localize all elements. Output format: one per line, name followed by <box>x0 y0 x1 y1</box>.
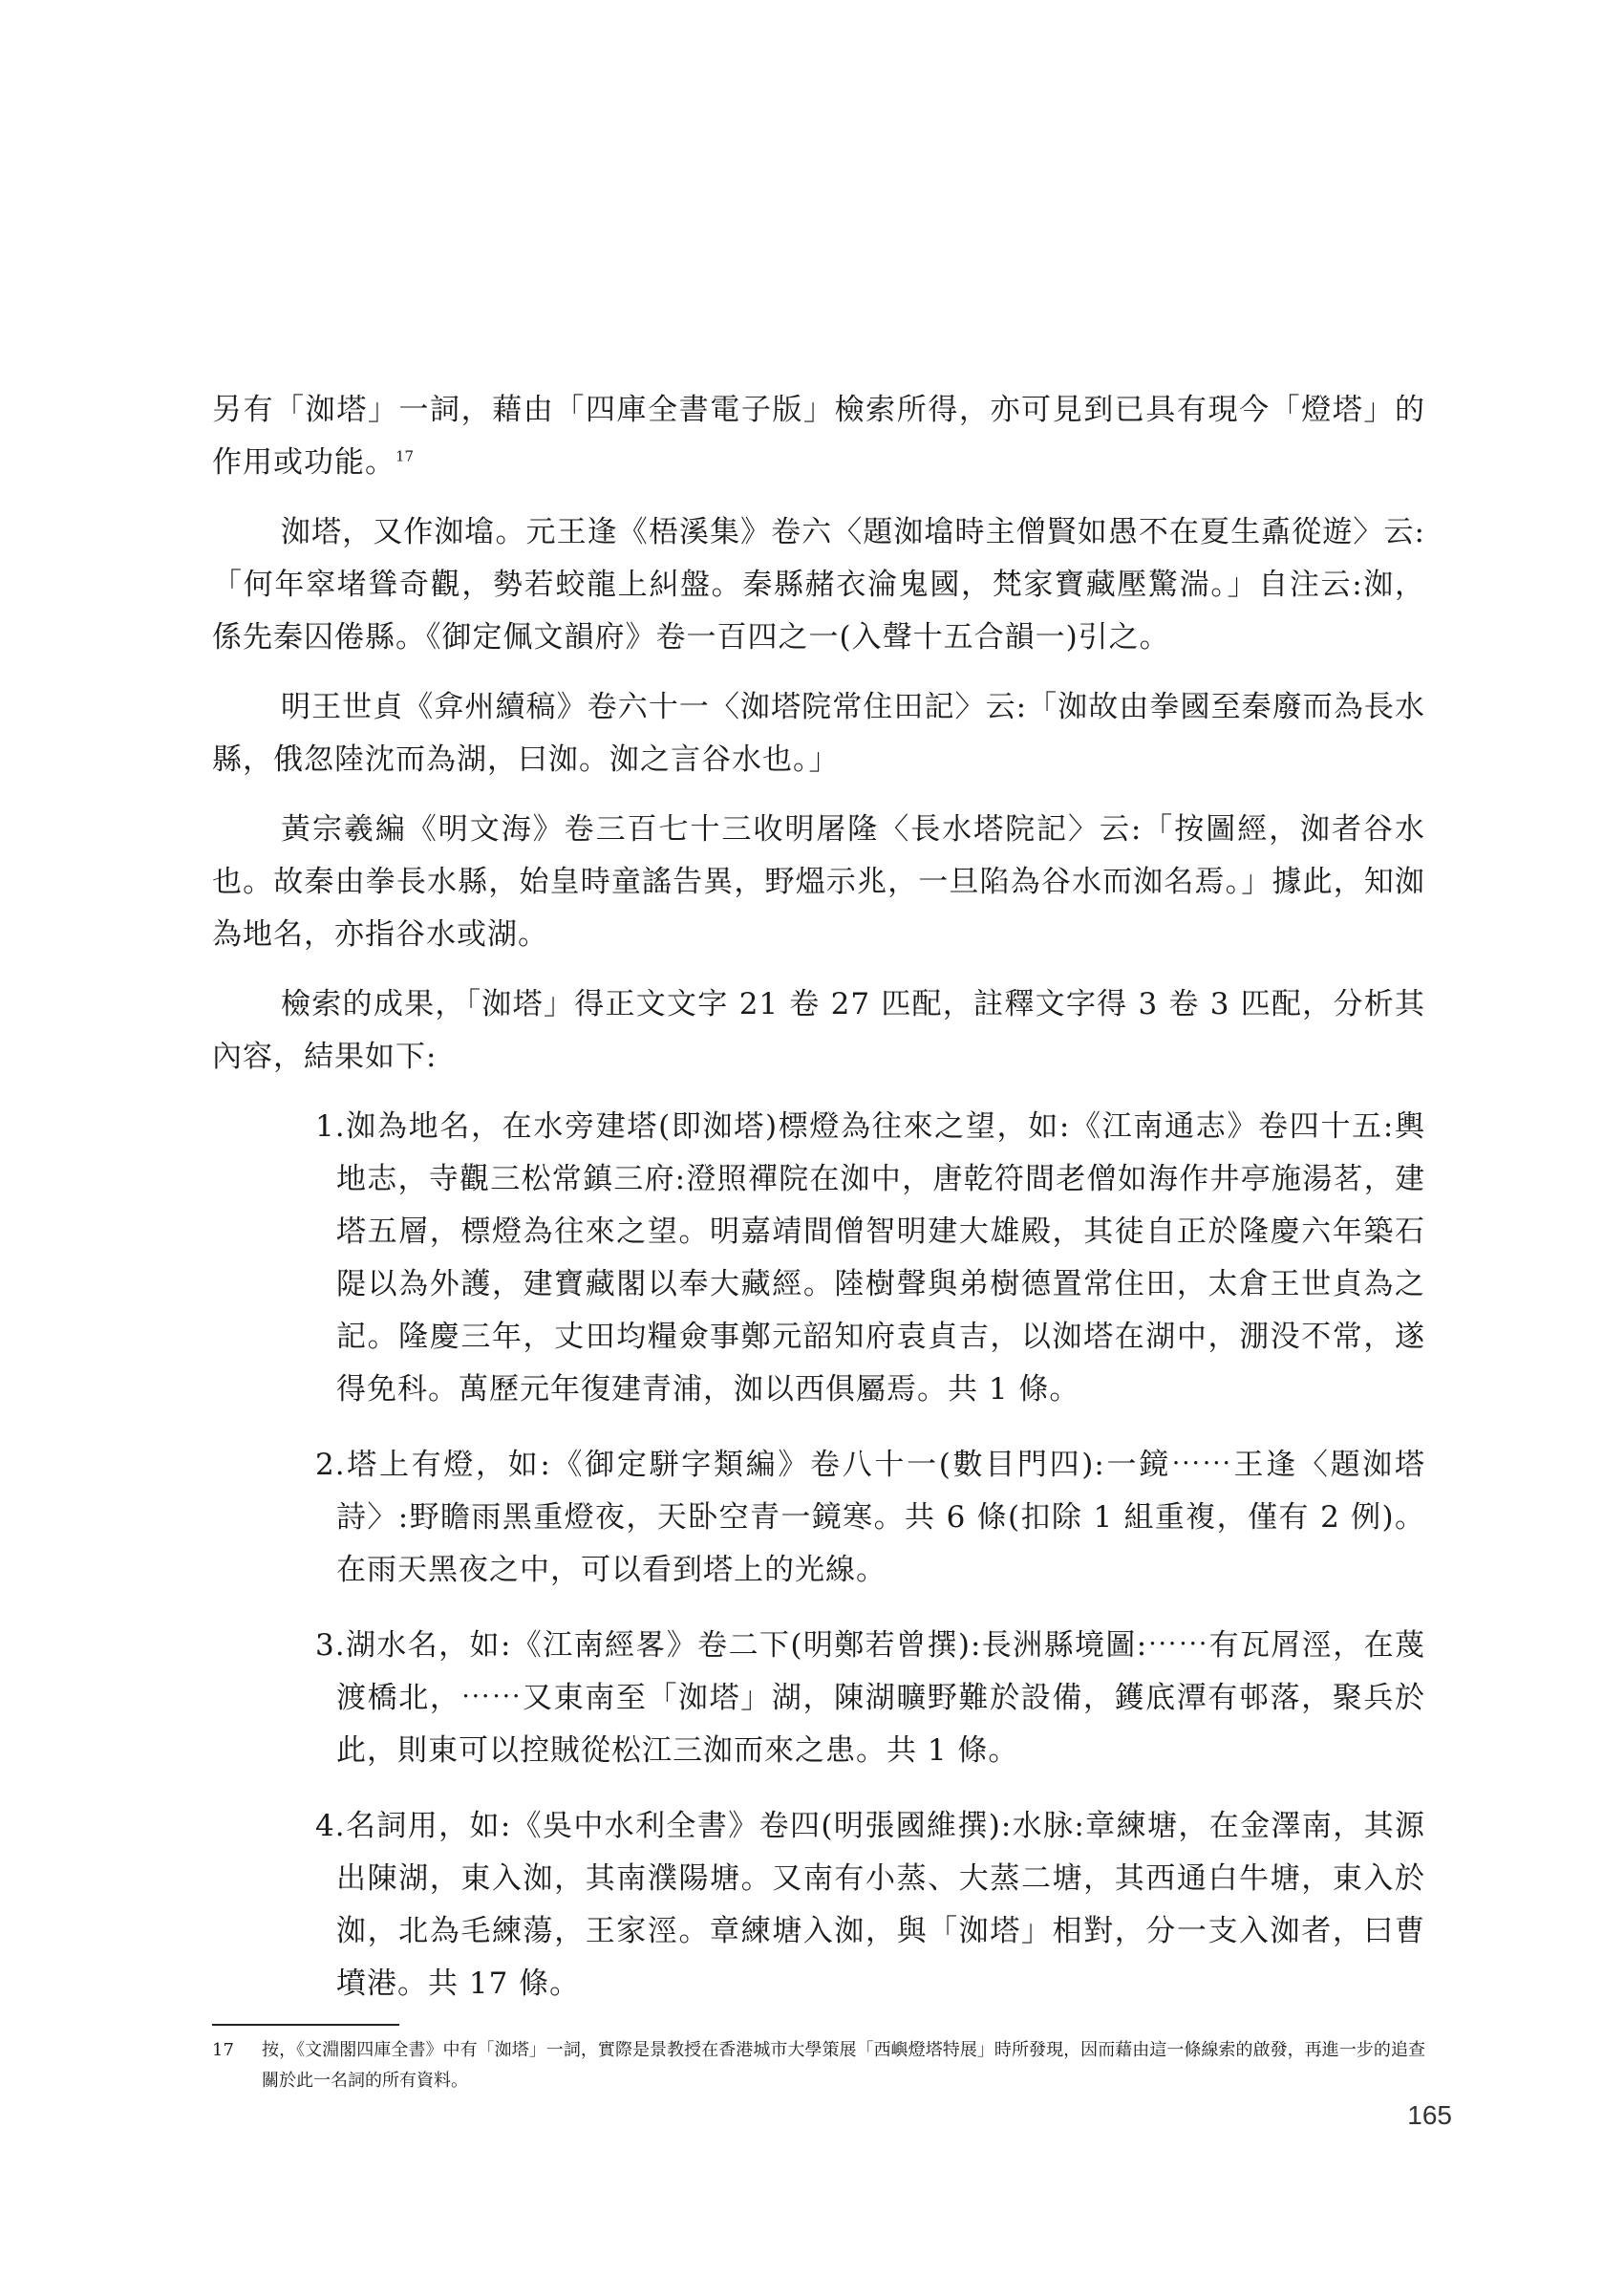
main-text <box>212 384 1425 2033</box>
footnote <box>212 2035 1425 2096</box>
footnotes <box>212 2024 1425 2096</box>
list-item: 3.湖水名，如:《江南經畧》卷二下(明鄭若曾撰):長洲縣境圖:⋯⋯有瓦屑涇，在蔑渡橋北，⋯⋯又東南至「洳塔」湖，陳湖曠野難於設備，鑊底潭有邨落，聚兵於此，則東可以控賊從松江三洳而來之患。共 1 條。 <box>315 1628 1425 1768</box>
paragraph-4: 黃宗羲編《明文海》卷三百七十三收明屠隆〈長水塔院記〉云:「按圖經，洳者谷水也。故秦由拳長水縣，始皇時童謠告異，野熅示兆，一旦陷為谷水而洳名焉。」據此，知洳為地名，亦指谷水或湖。 <box>212 812 1425 952</box>
list-item: 1.洳為地名，在水旁建塔(即洳塔)標燈為往來之望，如:《江南通志》卷四十五:輿地志，寺觀三松常鎮三府:澄照禪院在洳中，唐乾符間老僧如海作井亭施湯茗，建塔五層，標燈為往來之望。明嘉靖間僧智明建大雄殿，其徒自正於隆慶六年築石隄以為外護，建寶藏閣以奉大藏經。陸樹聲與弟樹德置常住田，太倉王世貞為之記。隆慶三年，丈田均糧僉事鄭元韶知府袁貞吉，以洳塔在湖中，淜没不常，遂得免科。萬歷元年復建青浦，洳以西俱屬焉。共 1 條。 <box>315 1109 1425 1407</box>
paragraph-1 <box>212 384 1425 489</box>
paragraph-3: 明王世貞《弇州續稿》卷六十一〈洳塔院常住田記〉云:「洳故由拳國至秦廢而為長水縣，俄忽陸沈而為湖，曰洳。洳之言谷水也。」 <box>212 690 1425 777</box>
list-item: 2.塔上有燈，如:《御定駢字類編》卷八十一(數目門四):一鏡⋯⋯王逢〈題洳塔詩〉:野瞻雨黑重燈夜，天卧空青一鏡寒。共 6 條(扣除 1 組重複，僅有 2 例)。在雨天黑夜之中，可以看到塔上的光線。 <box>315 1448 1425 1587</box>
footnote-reference[interactable]: 17 <box>395 447 415 465</box>
paragraph-1-text: 另有「洳塔」一詞，藉由「四庫全書電子版」檢索所得，亦可見到已具有現今「燈塔」的作用或功能。 <box>212 393 1425 480</box>
paragraph-5: 檢索的成果，「洳塔」得正文文字 21 卷 27 匹配，註釋文字得 3 卷 3 匹配，分析其內容，結果如下: <box>212 987 1425 1074</box>
footnote-divider <box>212 2024 399 2026</box>
footnote-text: 按，《文淵閣四庫全書》中有「洳塔」一詞，實際是景教授在香港城市大學策展「西嶼燈塔特展」時所發現，因而藉由這一條線索的啟發，再進一步的追查關於此一名詞的所有資料。 <box>262 2040 1425 2091</box>
results-list <box>212 1101 1425 2010</box>
page-number: 165 <box>1407 2100 1452 2130</box>
list-item: 4.名詞用，如:《吳中水利全書》卷四(明張國維撰):水脉:章練塘，在金澤南，其源出陳湖，東入洳，其南濮陽塘。又南有小蒸、大蒸二塘，其西通白牛塘，東入於洳，北為毛練蕩，王家涇。章練塘入洳，與「洳塔」相對，分一支入洳者，曰曹墳港。共 17 條。 <box>315 1809 1425 2001</box>
footnote-number: 17 <box>212 2040 234 2060</box>
paragraph-2: 洳塔，又作洳墖。元王逢《梧溪集》卷六〈題洳墖時主僧賢如愚不在夏生鼒從遊〉云:「何年窣堵聳奇觀，勢若蛟龍上糾盤。秦縣赭衣淪鬼國，梵家寶藏壓驚湍。」自注云:洳，係先秦囚倦縣。《御定佩文韻府》卷一百四之一(入聲十五合韻一)引之。 <box>212 515 1425 655</box>
